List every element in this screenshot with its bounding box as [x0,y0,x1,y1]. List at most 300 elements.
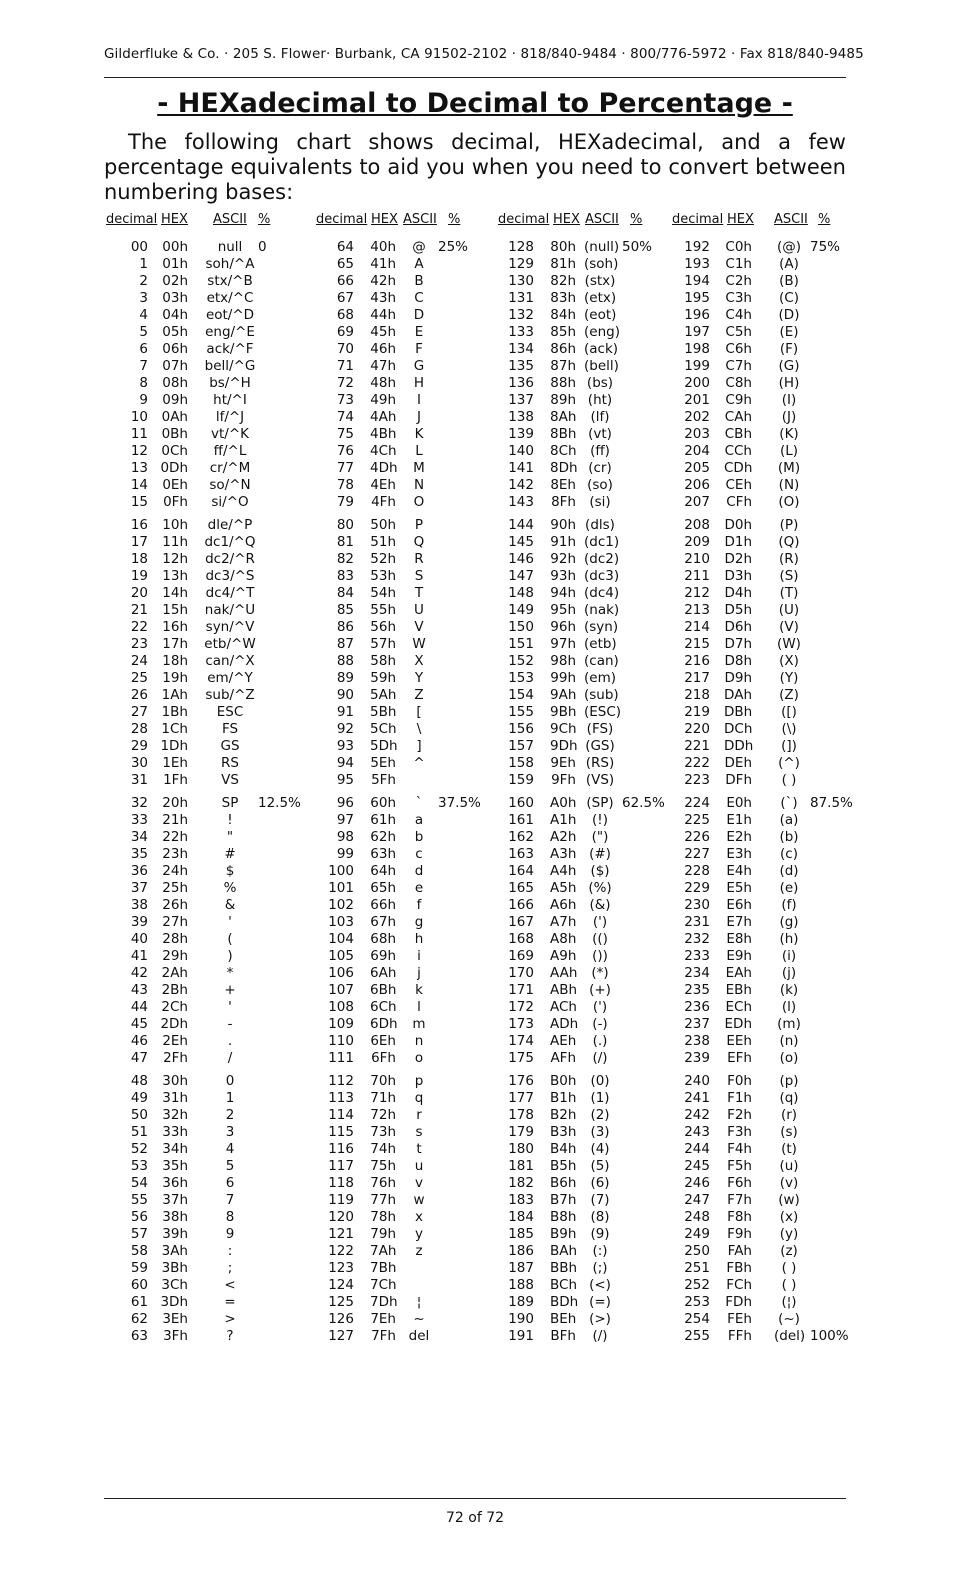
ascii-cell: 4 [225,1141,235,1157]
hex-cell: DBh [724,704,753,720]
decimal-cell: 189 [508,1294,534,1310]
decimal-cell: 88 [336,653,354,669]
decimal-cell: 87 [336,636,354,652]
ascii-cell: b [414,829,424,845]
hex-cell: 50h [370,517,396,533]
decimal-cell: 207 [684,494,710,510]
hex-cell: 94h [550,585,576,601]
hex-cell: 39h [162,1226,188,1242]
ascii-cell: (W) [777,636,801,652]
ascii-cell: (]) [781,738,797,754]
decimal-cell: 238 [684,1033,710,1049]
decimal-cell: 186 [508,1243,534,1259]
ascii-cell: sub/^Z [205,687,255,703]
hex-cell: 40h [370,239,396,255]
decimal-cell: 74 [336,409,354,425]
ascii-cell: (P) [779,517,799,533]
decimal-cell: 164 [508,863,534,879]
decimal-cell: 226 [684,829,710,845]
decimal-cell: 99 [336,846,354,862]
hex-cell: B6h [550,1175,577,1191]
ascii-cell: (g) [779,914,799,930]
decimal-cell: 184 [508,1209,534,1225]
decimal-cell: 234 [684,965,710,981]
hex-cell: 04h [162,307,188,323]
ascii-cell: Z [414,687,424,703]
decimal-cell: 34 [130,829,148,845]
hex-cell: 7Ah [370,1243,397,1259]
hex-cell: 76h [370,1175,396,1191]
decimal-cell: 168 [508,931,534,947]
decimal-cell: 113 [328,1090,354,1106]
ascii-cell: ht/^I [213,392,247,408]
ascii-cell: 9 [225,1226,235,1242]
hex-cell: 90h [550,517,576,533]
ascii-cell: $ [225,863,235,879]
decimal-cell: 21 [130,602,148,618]
ascii-cell: (H) [778,375,800,391]
header-percent: % [448,212,461,227]
decimal-cell: 115 [328,1124,354,1140]
hex-cell: C7h [725,358,752,374]
ascii-cell: (=) [589,1294,611,1310]
decimal-cell: 243 [684,1124,710,1140]
ascii-cell: (w) [778,1192,800,1208]
ascii-cell: (O) [778,494,800,510]
ascii-cell: (9) [590,1226,610,1242]
decimal-cell: 53 [130,1158,148,1174]
ascii-cell: em/^Y [207,670,253,686]
ascii-cell: (h) [779,931,799,947]
decimal-cell: 214 [684,619,710,635]
ascii-cell: (FS) [586,721,614,737]
decimal-cell: 92 [336,721,354,737]
ascii-cell: eot/^D [205,307,255,323]
hex-cell: 38h [162,1209,188,1225]
hex-cell: 6Eh [370,1033,396,1049]
ascii-cell: (z) [780,1243,798,1259]
hex-cell: 8Eh [550,477,576,493]
hex-cell: E0h [726,795,752,811]
hex-cell: 8Fh [551,494,576,510]
hex-cell: F9h [727,1226,752,1242]
ascii-cell: (J) [781,409,797,425]
decimal-cell: 90 [336,687,354,703]
hex-cell: CCh [724,443,752,459]
decimal-cell: 52 [130,1141,148,1157]
ascii-cell: (etb) [584,636,617,652]
decimal-cell: 253 [684,1294,710,1310]
ascii-cell: (dc2) [584,551,620,567]
decimal-cell: 57 [130,1226,148,1242]
decimal-cell: 223 [684,772,710,788]
decimal-cell: 143 [508,494,534,510]
ascii-cell: (!) [592,812,608,828]
ascii-cell: U [414,602,424,618]
hex-cell: E2h [726,829,752,845]
decimal-cell: 182 [508,1175,534,1191]
ascii-cell: (;) [592,1260,608,1276]
hex-cell: 60h [370,795,396,811]
hex-cell: 67h [370,914,396,930]
ascii-cell: (L) [779,443,799,459]
ascii-cell: (2) [590,1107,610,1123]
header-hex: HEX [727,212,754,227]
hex-cell: 05h [162,324,188,340]
hex-cell: 7Dh [370,1294,398,1310]
decimal-cell: 27 [130,704,148,720]
decimal-cell: 128 [508,239,534,255]
decimal-cell: 76 [336,443,354,459]
decimal-cell: 107 [328,982,354,998]
header-ascii: ASCII [403,212,437,227]
hex-cell: 00h [162,239,188,255]
hex-cell: 89h [550,392,576,408]
decimal-cell: 40 [130,931,148,947]
decimal-cell: 79 [336,494,354,510]
ascii-cell: GS [220,738,240,754]
hex-cell: DFh [725,772,752,788]
ascii-cell: l [417,999,421,1015]
hex-cell: E6h [726,897,752,913]
decimal-cell: 25 [130,670,148,686]
hex-cell: 0Fh [163,494,188,510]
hex-cell: CEh [725,477,752,493]
ascii-cell: ' [228,999,232,1015]
decimal-cell: 32 [130,795,148,811]
ascii-cell: (Q) [778,534,800,550]
ascii-cell: (#) [589,846,611,862]
decimal-cell: 3 [139,290,148,306]
decimal-cell: 116 [328,1141,354,1157]
hex-cell: 80h [550,239,576,255]
ascii-cell: ( ) [781,772,797,788]
decimal-cell: 230 [684,897,710,913]
hex-cell: 45h [370,324,396,340]
hex-cell: 35h [162,1158,188,1174]
hex-cell: E3h [726,846,752,862]
decimal-cell: 7 [139,358,148,374]
hex-cell: 32h [162,1107,188,1123]
hex-cell: 4Fh [371,494,396,510]
ascii-cell: (<) [589,1277,611,1293]
decimal-cell: 198 [684,341,710,357]
hex-cell: BCh [550,1277,578,1293]
hex-cell: C9h [725,392,752,408]
decimal-cell: 127 [328,1328,354,1344]
decimal-cell: 134 [508,341,534,357]
ascii-cell: (eng) [584,324,620,340]
ascii-cell: (Z) [779,687,799,703]
ascii-cell: ; [227,1260,233,1276]
decimal-cell: 9 [139,392,148,408]
hex-cell: F5h [727,1158,752,1174]
ascii-cell: % [223,880,237,896]
ascii-cell: p [414,1073,424,1089]
decimal-cell: 89 [336,670,354,686]
ascii-cell: (@) [776,239,802,255]
decimal-cell: 163 [508,846,534,862]
ascii-cell: (soh) [584,256,619,272]
header-ascii: ASCII [213,212,247,227]
decimal-cell: 141 [508,460,534,476]
decimal-cell: 33 [130,812,148,828]
hex-cell: 16h [162,619,188,635]
hex-cell: 28h [162,931,188,947]
hex-cell: 2Ch [161,999,188,1015]
ascii-cell: (^) [778,755,800,771]
percent-cell: 12.5% [258,795,301,811]
ascii-cell: (etx) [584,290,617,306]
decimal-cell: 248 [684,1209,710,1225]
ascii-cell: (l) [781,999,797,1015]
decimal-cell: 64 [336,239,354,255]
hex-cell: A9h [550,948,577,964]
hex-cell: EDh [724,1016,752,1032]
decimal-cell: 94 [336,755,354,771]
decimal-cell: 83 [336,568,354,584]
ascii-cell: > [224,1311,236,1327]
intro-paragraph: The following chart shows decimal, HEXadecimal, and a few percentage equivalents to aid you when you need to convert between numbering bases: [104,130,846,204]
ascii-cell: (B) [779,273,799,289]
decimal-cell: 123 [328,1260,354,1276]
page-title: - HEXadecimal to Decimal to Percentage - [157,88,793,119]
decimal-cell: 56 [130,1209,148,1225]
decimal-cell: 147 [508,568,534,584]
ascii-cell: nak/^U [204,602,256,618]
ascii-cell: (E) [779,324,799,340]
ascii-cell: R [414,551,424,567]
ascii-cell: (3) [590,1124,610,1140]
ascii-cell: SP [221,795,239,811]
decimal-cell: 188 [508,1277,534,1293]
decimal-cell: 197 [684,324,710,340]
hex-cell: 0Ah [161,409,188,425]
decimal-cell: 00 [130,239,148,255]
decimal-cell: 111 [328,1050,354,1066]
header-percent: % [258,212,271,227]
hex-cell: 36h [162,1175,188,1191]
hex-cell: B3h [550,1124,577,1140]
hex-cell: 41h [370,256,396,272]
hex-cell: 08h [162,375,188,391]
hex-cell: 9Bh [550,704,577,720]
hex-cell: DAh [724,687,752,703]
hex-cell: 0Bh [161,426,188,442]
decimal-cell: 2 [139,273,148,289]
hex-cell: BBh [550,1260,578,1276]
ascii-cell: W [412,636,426,652]
decimal-cell: 157 [508,738,534,754]
ascii-cell: (SP) [586,795,614,811]
decimal-cell: 96 [336,795,354,811]
ascii-cell: ( [227,931,233,947]
decimal-cell: 15 [130,494,148,510]
ascii-cell: (\) [781,721,797,737]
percent-cell: 0 [258,239,267,255]
ascii-cell: (") [591,829,609,845]
hex-cell: B8h [550,1209,577,1225]
hex-cell: B4h [550,1141,577,1157]
hex-cell: 58h [370,653,396,669]
hex-cell: 49h [370,392,396,408]
hex-cell: 6Ah [370,965,397,981]
ascii-cell: f [416,897,422,913]
ascii-cell: ( ) [781,1277,797,1293]
ascii-cell: r [416,1107,422,1123]
decimal-cell: 119 [328,1192,354,1208]
percent-cell: 100% [810,1328,849,1344]
decimal-cell: 29 [130,738,148,754]
decimal-cell: 117 [328,1158,354,1174]
hex-cell: F0h [727,1073,752,1089]
hex-cell: 33h [162,1124,188,1140]
ascii-cell: (dc3) [584,568,620,584]
ascii-cell: lf/^J [215,409,245,425]
decimal-cell: 216 [684,653,710,669]
hex-cell: 0Dh [160,460,188,476]
ascii-cell: T [414,585,424,601]
ascii-cell: (dls) [585,517,615,533]
hex-cell: 85h [550,324,576,340]
decimal-cell: 135 [508,358,534,374]
decimal-cell: 175 [508,1050,534,1066]
decimal-cell: 101 [328,880,354,896]
hex-cell: D9h [724,670,752,686]
hex-cell: 52h [370,551,396,567]
decimal-cell: 196 [684,307,710,323]
hex-cell: 6Dh [370,1016,398,1032]
hex-cell: C2h [725,273,752,289]
decimal-cell: 98 [336,829,354,845]
decimal-cell: 23 [130,636,148,652]
decimal-cell: 227 [684,846,710,862]
decimal-cell: 151 [508,636,534,652]
decimal-cell: 77 [336,460,354,476]
hex-cell: 75h [370,1158,396,1174]
decimal-cell: 158 [508,755,534,771]
hex-cell: 59h [370,670,396,686]
ascii-cell: (X) [779,653,799,669]
ascii-cell: ([) [781,704,797,720]
ascii-cell: 3 [225,1124,235,1140]
decimal-cell: 153 [508,670,534,686]
ascii-cell: (si) [589,494,611,510]
header-decimal: decimal [316,212,368,227]
hex-cell: A0h [550,795,577,811]
hex-cell: CFh [726,494,752,510]
ascii-cell: (T) [779,585,799,601]
ascii-cell: etb/^W [204,636,256,652]
decimal-cell: 240 [684,1073,710,1089]
decimal-cell: 213 [684,602,710,618]
ascii-cell: ] [416,738,422,754]
decimal-cell: 124 [328,1277,354,1293]
hex-cell: C8h [725,375,752,391]
decimal-cell: 239 [684,1050,710,1066]
decimal-cell: 190 [508,1311,534,1327]
hex-cell: 29h [162,948,188,964]
hex-cell: FAh [727,1243,752,1259]
decimal-cell: 36 [130,863,148,879]
decimal-cell: 47 [130,1050,148,1066]
decimal-cell: 139 [508,426,534,442]
header-hex: HEX [553,212,580,227]
decimal-cell: 70 [336,341,354,357]
hex-cell: 5Bh [370,704,397,720]
decimal-cell: 54 [130,1175,148,1191]
decimal-cell: 8 [139,375,148,391]
hex-cell: 4Ah [370,409,397,425]
ascii-cell: d [414,863,424,879]
decimal-cell: 165 [508,880,534,896]
hex-cell: DEh [724,755,752,771]
decimal-cell: 110 [328,1033,354,1049]
hex-cell: A6h [550,897,577,913]
ascii-cell: 0 [225,1073,235,1089]
decimal-cell: 104 [328,931,354,947]
hex-cell: 5Ah [370,687,397,703]
decimal-cell: 225 [684,812,710,828]
header-hex: HEX [371,212,398,227]
decimal-cell: 17 [130,534,148,550]
ascii-cell: (cr) [588,460,612,476]
decimal-cell: 178 [508,1107,534,1123]
ascii-cell: < [224,1277,236,1293]
hex-cell: 07h [162,358,188,374]
hex-cell: 25h [162,880,188,896]
ascii-cell: S [414,568,424,584]
ascii-cell: (Y) [779,670,799,686]
ascii-cell: u [414,1158,424,1174]
hex-cell: 46h [370,341,396,357]
ascii-cell: (.) [592,1033,608,1049]
decimal-cell: 102 [328,897,354,913]
decimal-cell: 179 [508,1124,534,1140]
decimal-cell: 156 [508,721,534,737]
ascii-cell: dc1/^Q [204,534,256,550]
ascii-cell: ! [227,812,233,828]
decimal-cell: 236 [684,999,710,1015]
ascii-cell: 2 [225,1107,235,1123]
hex-cell: 82h [550,273,576,289]
decimal-cell: 231 [684,914,710,930]
hex-cell: 97h [550,636,576,652]
decimal-cell: 169 [508,948,534,964]
decimal-cell: 10 [130,409,148,425]
hex-cell: 72h [370,1107,396,1123]
ascii-cell: (>) [589,1311,611,1327]
hex-cell: 2Fh [163,1050,188,1066]
decimal-cell: 221 [684,738,710,754]
header-ascii: ASCII [774,212,808,227]
ascii-cell: syn/^V [205,619,255,635]
ascii-cell: F [415,341,423,357]
hex-cell: 65h [370,880,396,896]
hex-cell: 73h [370,1124,396,1140]
decimal-cell: 78 [336,477,354,493]
hex-cell: 4Bh [370,426,397,442]
decimal-cell: 177 [508,1090,534,1106]
hex-cell: 3Dh [160,1294,188,1310]
hex-cell: 4Ch [370,443,397,459]
decimal-cell: 28 [130,721,148,737]
hex-cell: B2h [550,1107,577,1123]
ascii-cell: \ [416,721,422,737]
ascii-cell: (p) [779,1073,799,1089]
ascii-cell: X [414,653,424,669]
ascii-cell: dc3/^S [205,568,255,584]
